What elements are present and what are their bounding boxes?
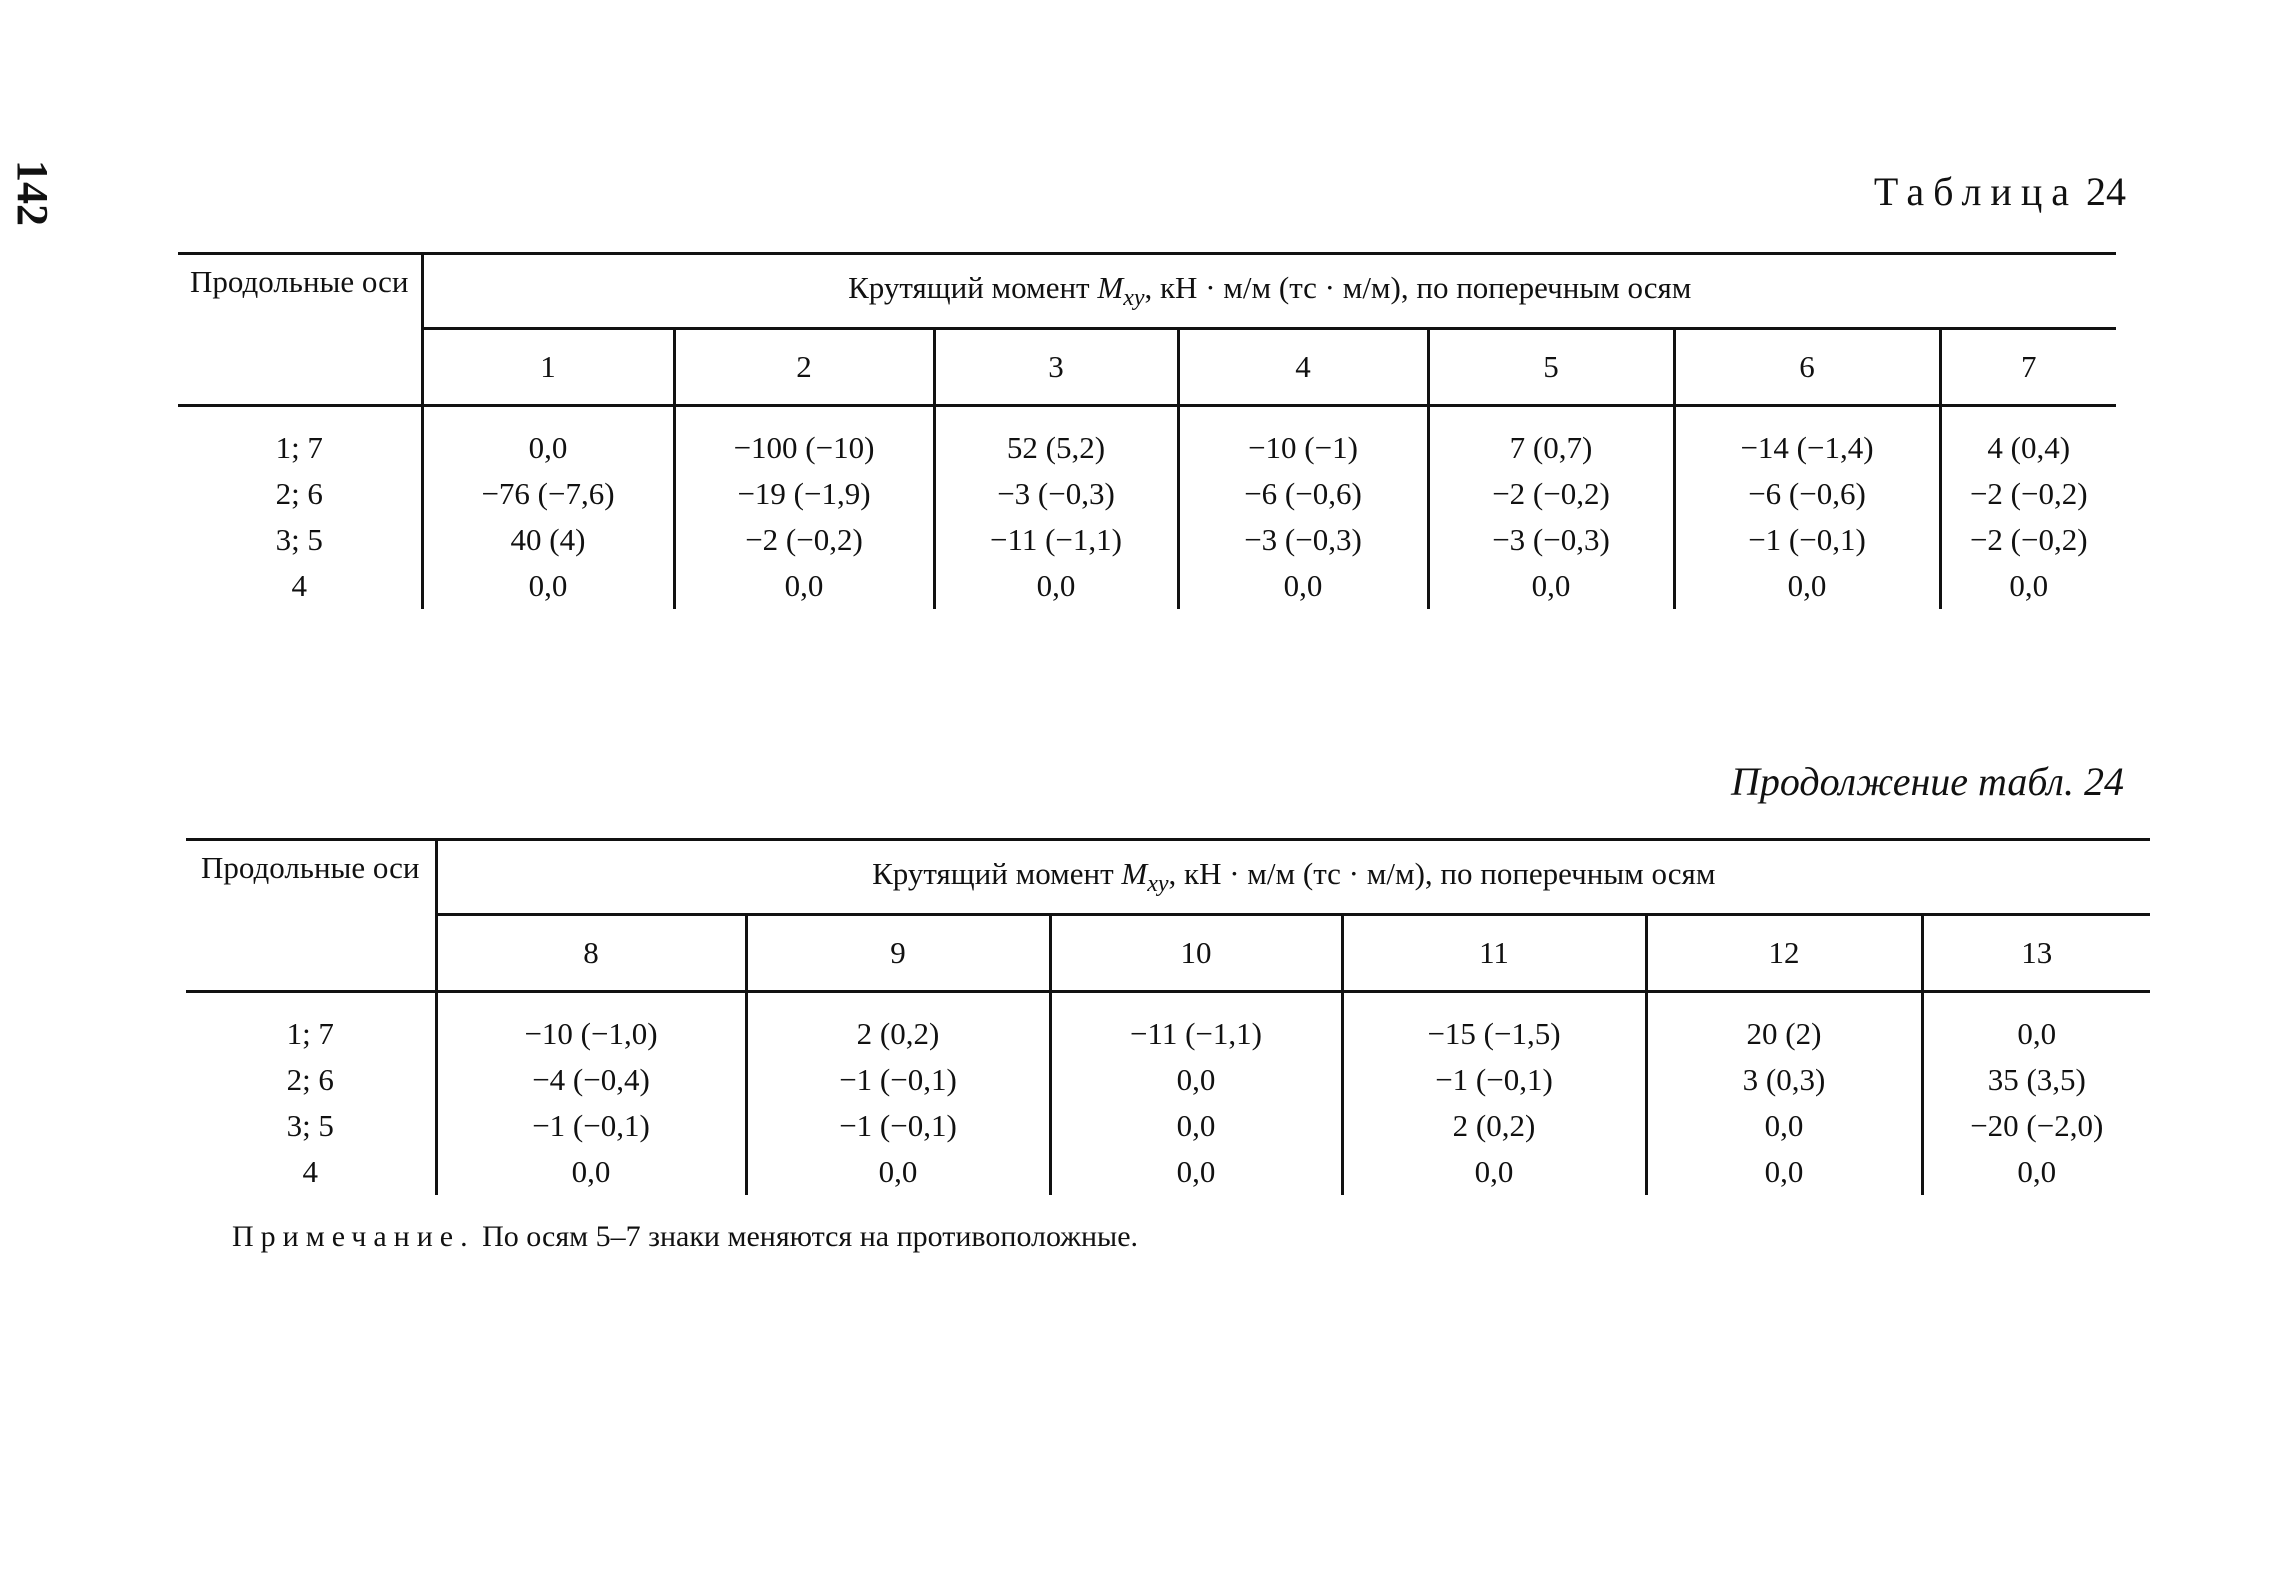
table-cell: 0,0 [1050,1149,1342,1195]
table-row [186,1149,2150,1195]
table-cell: −11 (−1,1) [1050,992,1342,1058]
table-cell: −1 (−0,1) [746,1057,1050,1103]
table-cell: 0,0 [1674,563,1940,609]
table-title-number: 24 [2086,169,2126,214]
table-cell: −10 (−1) [1178,406,1428,472]
table-cell: 0,0 [674,563,934,609]
table-cell: 52 (5,2) [934,406,1178,472]
column-header: 5 [1428,329,1674,406]
table-cell: 0,0 [2017,1154,2057,1189]
column-header: 7 [1940,329,2116,406]
table-cell: −1 (−0,1) [1674,517,1940,563]
row-axis-label: 4 [186,1149,436,1195]
table-cell: −1 (−0,1) [436,1103,746,1149]
column-header: 10 [1050,915,1342,992]
row-axis-label: 3; 5 [178,517,422,563]
table-cell: 7 (0,7) [1428,406,1674,472]
table-cell: 4 (0,4) [1987,430,2071,465]
column-header: 3 [934,329,1178,406]
row-axis-label: 2; 6 [186,1057,436,1103]
moment-header-suffix: , кН · м/м (тс · м/м), по поперечным осям [1144,269,1692,305]
moment-symbol-letter: M [1121,855,1148,891]
table-cell: 0,0 [1050,1057,1342,1103]
table-cell: 0,0 [1050,1103,1342,1149]
table-cell: 0,0 [1646,1103,1922,1149]
moment-header-prefix: Крутящий момент [872,855,1122,891]
column-header: 9 [746,915,1050,992]
table-cell: −2 (−0,2) [674,517,934,563]
row-axis-label: 1; 7 [178,406,422,472]
table-cell: −10 (−1,0) [436,992,746,1058]
moment-header [422,254,2116,329]
table-row [178,517,2116,563]
table-24-continuation [186,838,2150,1195]
table-cell: −4 (−0,4) [436,1057,746,1103]
table-cell: 0,0 [2017,1016,2057,1051]
table-cell: 2 (0,2) [1342,1103,1646,1149]
table-24 [178,252,2116,609]
table-cell: 20 (2) [1646,992,1922,1058]
table-cell: −100 (−10) [674,406,934,472]
moment-symbol [1121,855,1169,898]
table-cell: −6 (−0,6) [1674,471,1940,517]
table-cell: −3 (−0,3) [1178,517,1428,563]
moment-header-prefix: Крутящий момент [848,269,1098,305]
column-header: 6 [1674,329,1940,406]
table-cell: 0,0 [1178,563,1428,609]
table-cell: 0,0 [2009,568,2049,603]
table-cell: −20 (−2,0) [1970,1108,2104,1143]
table-note [232,1220,1138,1254]
column-header: 13 [1922,915,2150,992]
moment-symbol-letter: M [1097,269,1124,305]
column-header: 4 [1178,329,1428,406]
moment-subscript: xy [1123,285,1145,312]
table-cell: −15 (−1,5) [1342,992,1646,1058]
moment-header-suffix: , кН · м/м (тс · м/м), по поперечным осям [1168,855,1716,891]
table-row [178,563,2116,609]
table-cell: −3 (−0,3) [1428,517,1674,563]
page-number: 142 [8,160,57,226]
table-cell: −2 (−0,2) [1969,522,2088,557]
table-row [178,406,2116,472]
table-cell: 0,0 [746,1149,1050,1195]
column-header: 8 [436,915,746,992]
table-row [186,992,2150,1058]
table-cell: −11 (−1,1) [934,517,1178,563]
moment-subscript: xy [1147,871,1169,898]
table-cell: −1 (−0,1) [746,1103,1050,1149]
table-title [1874,168,2126,215]
axes-header: Продольные оси [178,254,422,406]
table-cell: −19 (−1,9) [674,471,934,517]
table-cell: 0,0 [422,563,674,609]
note-lead: Примечание. [232,1220,475,1253]
axes-header: Продольные оси [186,840,436,992]
table-cell: 0,0 [436,1149,746,1195]
column-header: 12 [1646,915,1922,992]
table-cell: 2 (0,2) [746,992,1050,1058]
table-cell: 0,0 [422,406,674,472]
table-row [186,1103,2150,1149]
moment-header [436,840,2150,915]
row-axis-label: 3; 5 [186,1103,436,1149]
table-cell: 0,0 [1646,1149,1922,1195]
table-row [186,1057,2150,1103]
table-cell: −2 (−0,2) [1969,476,2088,511]
row-axis-label: 1; 7 [186,992,436,1058]
table-cell: −3 (−0,3) [934,471,1178,517]
column-header: 2 [674,329,934,406]
note-text: По осям 5–7 знаки меняются на противоположные. [474,1220,1139,1253]
table-cell: −1 (−0,1) [1342,1057,1646,1103]
table-cell: −6 (−0,6) [1178,471,1428,517]
table-cell: 0,0 [934,563,1178,609]
row-axis-label: 2; 6 [178,471,422,517]
table-cell: −76 (−7,6) [422,471,674,517]
table-cell: 0,0 [1342,1149,1646,1195]
table-row [178,471,2116,517]
continuation-title: Продолжение табл. 24 [1730,759,2124,804]
table-cell: −14 (−1,4) [1674,406,1940,472]
moment-symbol [1097,269,1145,312]
column-header: 11 [1342,915,1646,992]
table-cell: 3 (0,3) [1646,1057,1922,1103]
table-cell: 35 (3,5) [1987,1062,2086,1097]
table-cell: 40 (4) [422,517,674,563]
table-cell: −2 (−0,2) [1428,471,1674,517]
column-header: 1 [422,329,674,406]
row-axis-label: 4 [178,563,422,609]
table-cell: 0,0 [1428,563,1674,609]
table-title-word: Таблица [1873,169,2078,214]
